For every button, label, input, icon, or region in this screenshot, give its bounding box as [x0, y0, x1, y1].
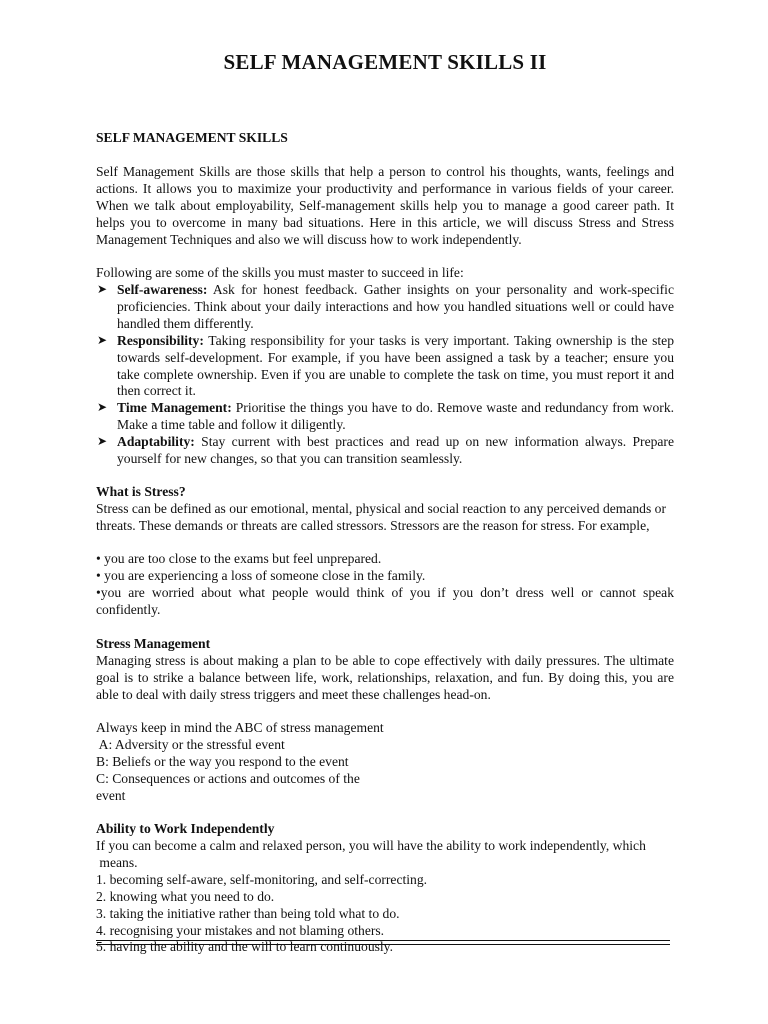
bullet-text: Stay current with best practices and read up on new information always. Prepare yourself for new changes, so that you can transition seamlessly.	[117, 434, 674, 467]
self-management-paragraph: Self Management Skills are those skills that help a person to control his thoughts, wants, feelings and actions. It allows you to maximize your productivity and performance in various fields of your career. When we talk about employability, Self-management skills help you to manage a good career path. It helps you to overcome in many bad situations. Here in this article, we will discuss Stress and Stress Management Techniques and also we will discuss how to work independently.	[96, 164, 674, 247]
dot-bullet-icon: •	[96, 567, 101, 583]
bullet-term: Time Management:	[117, 400, 232, 416]
bullet-text: Taking responsibility for your tasks is very important. Taking ownership is the step towards self-development. For example, if you have been assigned a task by a teacher; ensure you take complete ownership. Even if you are unable to complete the task on time, you must report it and then correct it.	[117, 332, 674, 399]
work-independently-line2: means.	[96, 854, 138, 870]
abc-b: B: Beliefs or the way you respond to the event	[96, 753, 349, 769]
dot-bullet-icon: •	[96, 551, 101, 566]
list-item	[96, 333, 674, 401]
bullet-text: Ask for honest feedback. Gather insights on your personality and work-specific proficiencies. Think about your daily interactions and how you handled situations well or could have handled them differently.	[117, 282, 674, 331]
abc-list	[96, 720, 674, 805]
list-item: •you are worried about what people would think of you if you don’t dress well or cannot speak confidently.	[96, 584, 674, 617]
abc-c-continued: event	[96, 787, 126, 803]
skills-intro: Following are some of the skills you must master to succeed in life:	[96, 265, 464, 280]
arrow-bullet-icon: ➤	[97, 282, 108, 296]
list-item: • you are too close to the exams but feel unprepared.	[96, 551, 382, 566]
stress-management-paragraph: Managing stress is about making a plan to be able to cope effectively with daily pressures. The ultimate goal is to strike a balance between life, work, relationships, relaxation, and fun. By doing this, you are able to deal with daily stress triggers and meet these challenges head-on.	[96, 653, 674, 702]
list-item: • you are experiencing a loss of someone close in the family.	[96, 567, 426, 583]
work-independently-line1: If you can become a calm and relaxed person, you will have the ability to work independently, which	[96, 838, 646, 853]
arrow-bullet-icon: ➤	[97, 434, 108, 449]
section-heading-stress-management: Stress Management	[96, 636, 211, 651]
list-item	[96, 400, 674, 434]
stress-paragraph: Stress can be defined as our emotional, mental, physical and social reaction to any perceived demands or threats. These demands or threats are called stressors. Stressors are the reason for stress. For example,	[96, 501, 666, 533]
bullet-term: Adaptability:	[117, 434, 195, 450]
list-item: 3. taking the initiative rather than being told what to do.	[96, 905, 400, 921]
arrow-bullet-icon: ➤	[97, 332, 108, 347]
bullet-term: Responsibility:	[117, 332, 204, 348]
list-item: 1. becoming self-aware, self-monitoring, and self-correcting.	[96, 871, 428, 887]
document-title: SELF MANAGEMENT SKILLS II	[223, 50, 547, 74]
section-heading-work-independently: Ability to Work Independently	[96, 821, 275, 836]
abc-a: A: Adversity or the stressful event	[96, 736, 285, 752]
skills-list	[96, 282, 674, 468]
abc-c: C: Consequences or actions and outcomes of the	[96, 770, 360, 786]
work-independently-body	[96, 838, 674, 956]
footer-rule	[96, 940, 670, 941]
list-item: 2. knowing what you need to do.	[96, 888, 275, 904]
list-item: 5. having the ability and the will to learn continuously.	[96, 939, 393, 955]
list-item	[96, 282, 674, 333]
section-heading-self-management: SELF MANAGEMENT SKILLS	[96, 130, 288, 145]
bullet-text: Prioritise the things you have to do. Remove waste and redundancy from work. Make a time table and follow it diligently.	[117, 400, 675, 433]
stress-examples	[96, 551, 674, 619]
list-item: 4. recognising your mistakes and not blaming others.	[96, 922, 385, 938]
section-heading-stress: What is Stress?	[96, 484, 186, 499]
arrow-bullet-icon: ➤	[97, 400, 108, 415]
footer-rule-secondary	[96, 944, 670, 945]
bullet-term: Self-awareness:	[117, 282, 208, 297]
list-item	[96, 434, 674, 468]
abc-intro: Always keep in mind the ABC of stress management	[96, 720, 384, 735]
dot-bullet-icon: •	[96, 584, 101, 600]
